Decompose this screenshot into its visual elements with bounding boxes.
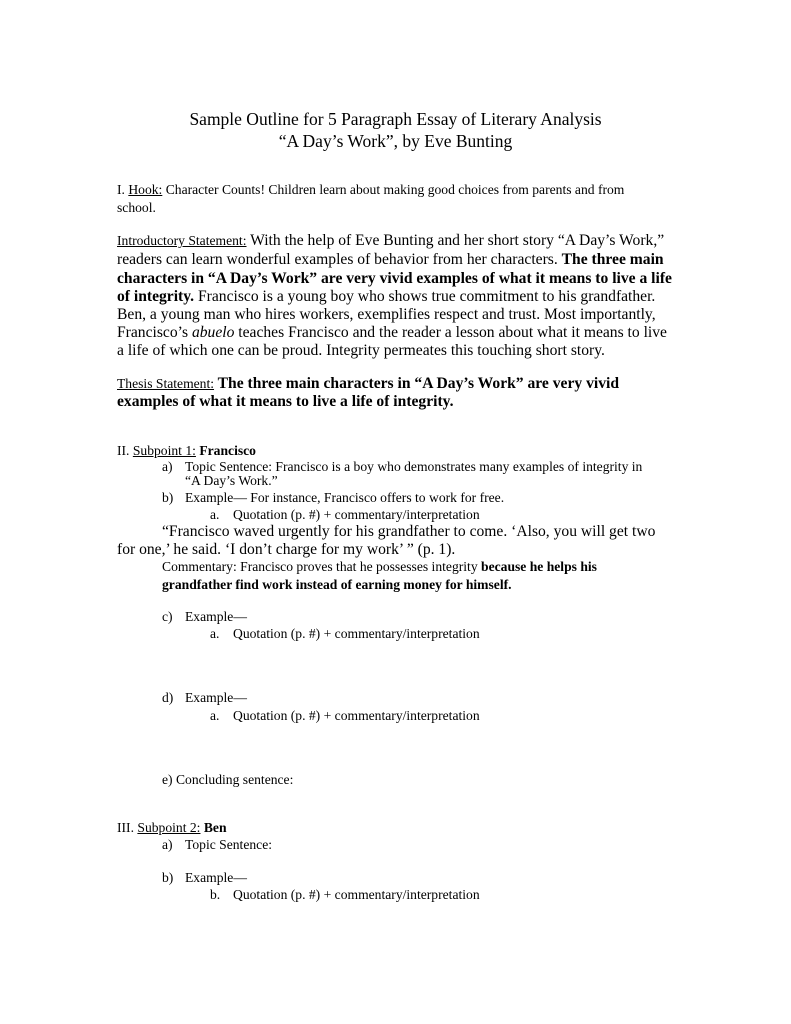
subpoint-label: Subpoint 1: — [132, 443, 196, 458]
intro-line-4 — [117, 289, 655, 305]
commentary-line-1 — [162, 560, 597, 574]
thesis-label: Thesis Statement: — [117, 376, 215, 391]
intro-bold: of integrity. — [117, 288, 195, 305]
hook-text: Character Counts! Children learn about making good choices from parents and from — [162, 182, 625, 197]
quote-line-2: for one,’ he said. ‘I don’t charge for my work’ ” (p. 1). — [117, 541, 456, 558]
subpoint-name: Ben — [200, 820, 227, 835]
subpoint-label: Subpoint 2: — [137, 820, 201, 835]
marker: a) — [162, 837, 173, 852]
quotation-text: Quotation (p. #) + commentary/interpretation — [233, 507, 480, 522]
intro-text: Francisco’s — [117, 324, 192, 341]
concluding-sentence: e) Concluding sentence: — [162, 772, 294, 787]
subpoint-1-heading — [117, 444, 256, 458]
commentary-line-2: grandfather find work instead of earning money for himself. — [162, 577, 512, 592]
marker: b) — [162, 490, 174, 505]
marker: a. — [210, 626, 220, 641]
title-line-2: “A Day’s Work”, by Eve Bunting — [278, 131, 513, 151]
hook-label: Hook: — [128, 182, 163, 197]
intro-line-7: a life of which one can be proud. Integrity permeates this touching short story. — [117, 342, 605, 359]
topic-sentence: Topic Sentence: Francisco is a boy who demonstrates many examples of integrity in — [185, 459, 643, 474]
thesis-line-1 — [117, 376, 619, 392]
intro-italic: abuelo — [191, 324, 235, 341]
intro-text: teaches Francisco and the reader a lesson about what it means to live — [234, 324, 667, 341]
intro-line-1 — [117, 233, 664, 249]
hook-line-1 — [117, 183, 624, 197]
subpoint-2-heading — [117, 821, 227, 835]
numeral: I. — [117, 182, 129, 197]
intro-line-6 — [117, 325, 667, 341]
title-line-1: Sample Outline for 5 Paragraph Essay of Literary Analysis — [189, 109, 602, 129]
example-text: Example— — [185, 609, 247, 624]
intro-text: With the help of Eve Bunting and her short story “A Day’s Work,” — [246, 232, 665, 249]
intro-line-5: Ben, a young man who hires workers, exemplifies respect and trust. Most importantly, — [117, 306, 656, 323]
commentary-text: Commentary: Francisco proves that he possesses integrity — [162, 559, 482, 574]
intro-label: Introductory Statement: — [117, 233, 247, 248]
marker: d) — [162, 690, 174, 705]
marker: a) — [162, 459, 173, 474]
topic-sentence: Topic Sentence: — [185, 837, 272, 852]
subpoint-name: Francisco — [195, 443, 256, 458]
numeral: III. — [117, 820, 138, 835]
quotation-text: Quotation (p. #) + commentary/interpretation — [233, 708, 480, 723]
thesis-text: The three main characters in “A Day’s Work” are very vivid — [214, 375, 620, 392]
quote-line-1: “Francisco waved urgently for his grandfather to come. ‘Also, you will get two — [162, 523, 656, 540]
commentary-bold: because he helps his — [481, 559, 597, 574]
intro-text: readers can learn wonderful examples of behavior from her characters. — [117, 251, 562, 268]
marker: a. — [210, 507, 220, 522]
hook-line-2: school. — [117, 200, 156, 215]
marker: b) — [162, 870, 174, 885]
intro-line-2 — [117, 252, 664, 268]
intro-line-3: characters in “A Day’s Work” are very vivid examples of what it means to live a life — [117, 270, 672, 287]
topic-sentence-cont: “A Day’s Work.” — [185, 473, 278, 488]
marker: a. — [210, 708, 220, 723]
thesis-line-2: examples of what it means to live a life of integrity. — [117, 393, 454, 410]
intro-bold: The three main — [561, 251, 664, 268]
quotation-text: Quotation (p. #) + commentary/interpretation — [233, 626, 480, 641]
example-text: Example— For instance, Francisco offers to work for free. — [185, 490, 505, 505]
marker: b. — [210, 887, 221, 902]
example-text: Example— — [185, 870, 247, 885]
intro-text: Francisco is a young boy who shows true commitment to his grandfather. — [194, 288, 656, 305]
marker: c) — [162, 609, 173, 624]
numeral: II. — [117, 443, 133, 458]
quotation-text: Quotation (p. #) + commentary/interpretation — [233, 887, 480, 902]
example-text: Example— — [185, 690, 247, 705]
